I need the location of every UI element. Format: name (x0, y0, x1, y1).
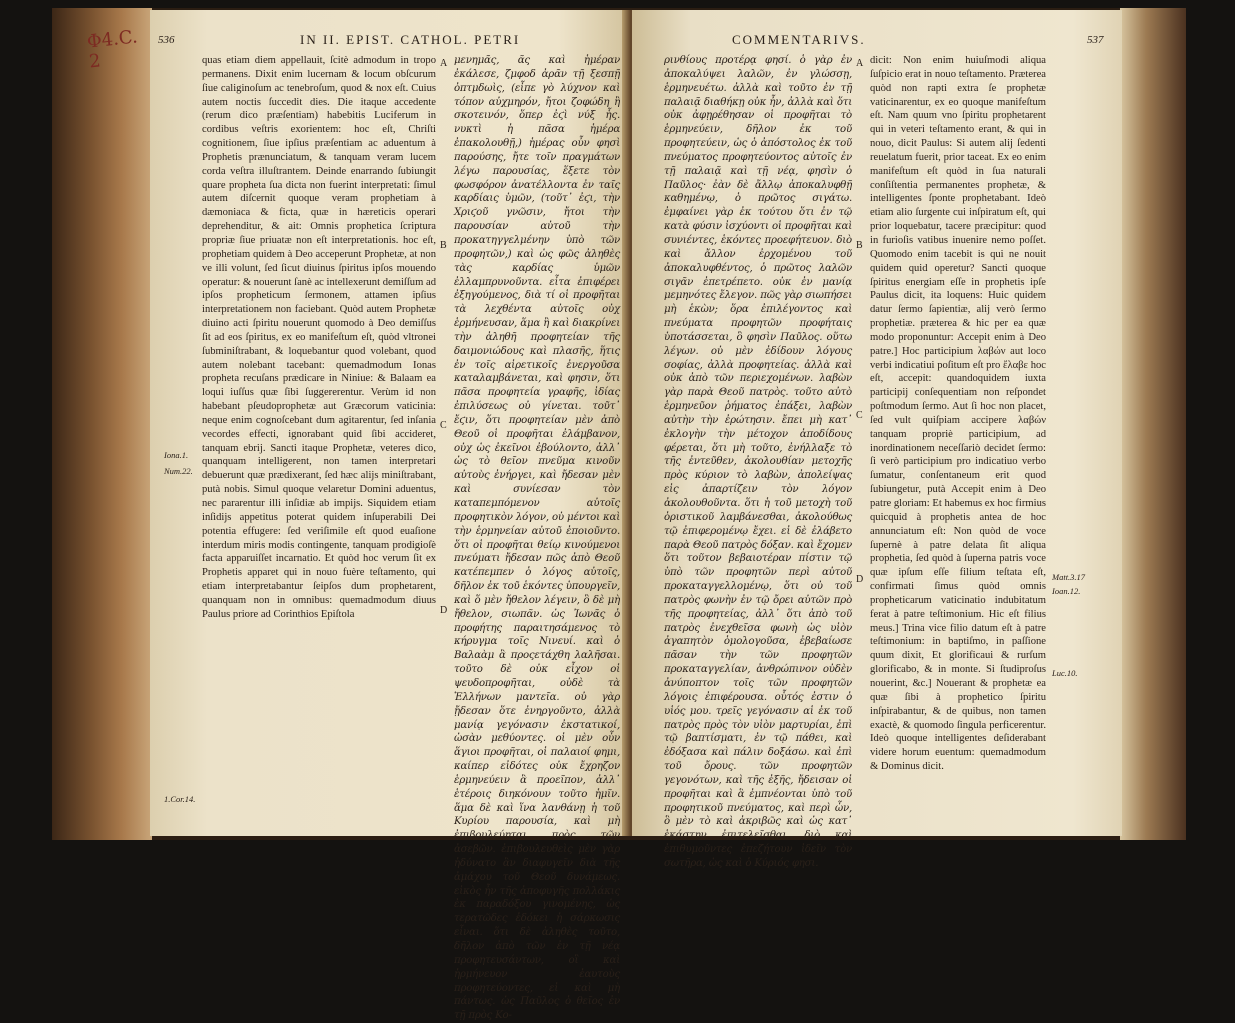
greek-text: ρινθίους προτέρᾳ φησί. ὁ γὰρ ἐν ἀποκαλύψει λαλῶν, ἐν γλώσσῃ, ἑρμηνευέτω. ἀλλὰ καὶ τοῦτο ἐν τῇ παλαιᾷ διαθήκῃ οὐκ ἦν, ἀλλὰ καὶ ὅτι οὐκ ἀφῃρέθησαν οἱ προφῆται τὸ ἑρμηνεύειν, δῆλον ἐκ τοῦ προφητεύειν, ὡς ὁ ἀπόστολος ἐκ τοῦ πνεύματος προφητεύοντος αὐτοῖς ἐν τῇ παλαιᾷ καὶ τῇ νέᾳ, φησὶν ὁ Παῦλος· ἐὰν δὲ ἄλλῳ ἀποκαλυφθῇ καθημένῳ, ὁ πρῶτος σιγάτω. ἐμφαίνει γὰρ ἐκ τούτου ὅτι ἐν τῷ κατὰ φύσιν ἰσχύοντι οἱ προφῆται καὶ συνιέντες, ἑκόντες προεφήτευον. διὸ καὶ ἄλλον ἐρχομένου τοῦ ἀποκαλυφθέντος, ὁ πρῶτος λαλῶν σιγᾶν ἐπετρέπετο. οὐκ ἐν μανίᾳ μεμηνότες ἔλεγον. πῶς γὰρ σιωπήσει μὴ ἑκὼν; ὅρα ἐπιλέγοντος καὶ πνεύματα προφητῶν προφήταις ὑποτάσσεται, ὃ φησὶν Παῦλος. οὕτω λέγων. οὐ μὲν ἐδίδουν λόγους σοφίας, ἀλλὰ προφητείας. ἀλλὰ καὶ οὐκ ἀπὸ τῶν περιεχομένων. λαβὼν γὰρ παρὰ Θεοῦ πατρὸς. τοῦτο αὐτὸ ἑρμηνεῦον ῥήματος ἐπάξει, λαβὼν αὐτὴν τὴν ἐρώτησιν. ἔπει μὴ κατ᾽ ἐκλογὴν τὴν μέτοχον ἀποδίδους φέρεται, ὅτι μὴ τοῦτο, ἐνήλλαξε τὸ τῆς ἐντεῦθεν, ἀκολουθίαν μετοχῆς πρὸς κύριον τὸ λαβὼν, ἀπολείψας εἰς ἀπαρτίζειν τὸν λόγον ἀκολουθοῦντα. ὅτι ἡ τοῦ μετοχὴ τοῦ ὁριστικοῦ λαμβάνεσθαι, ἀκολούθως τῷ ἐπιφερομένῳ ἔχει. εἰ δὲ ἐλάβετο παρὰ Θεοῦ πατρὸς δόξαν. καὶ ἔχομεν ὅτι τοῦτον βεβαιοτέραν πίστιν τῷ ὑπὸ τῶν προφητῶν περὶ αὐτοῦ προκαταγγελλομένῳ, ὅτι οὐ τοῦ πατρὸς φωνὴν ἐν τῷ ὄρει αὐτῶν πρὸ τῆς προφητείας, ἀλλ᾽ ὅτι ἀπὸ τοῦ πατρὸς ἐνεχθεῖσα φωνὴ ὡς υἱὸν ἀγαπητὸν ὁμολογοῦσα, ἐβεβαίωσε πᾶσαν τὴν τῶν προφητῶν προκαταγγελίαν, ἀνθρώπινον οὐδὲν ἀνύποπτον τοῖς τῶν προφητῶν λόγοις ἐπιφέρουσα. οὗτός ἐστιν ὁ υἱός μου. τρεῖς γεγόνασιν αἱ ἐκ τοῦ πατρὸς πρὸς τὸν υἱὸν μαρτυρίαι, ἐπὶ τῷ βαπτίσματι, ἐν τῷ πάθει, καὶ ἐδόξασα καὶ πάλιν δοξάσω. καὶ ἐπὶ τοῦ ὄρους. τῶν προφητῶν γεγονότων, καὶ τῆς ἐξῆς, ἤδεισαν οἱ προφῆται καὶ ἃ ἐμπνέονται ὑπὸ τοῦ προφητικοῦ πνεύματος, καὶ περὶ ὧν, ὃ μὲν τὸ καὶ ἀκριβῶς καὶ ὡς κατ᾽ ἑκάστην ἐπιτελεῖσθαι. διὸ καὶ ἐπιθυμοῦντες ἐπεζήτουν ἰδεῖν τὸν σωτῆρα, ὡς καὶ ὁ Κύριός φησι. (664, 55, 852, 869)
page-number: 537 (1087, 34, 1104, 46)
handwritten-annotation: Φ4.C. 2 (85, 26, 139, 73)
section-letter: D (856, 574, 864, 585)
right-page (632, 10, 1122, 869)
margin-note: Num.22. (164, 466, 193, 476)
greek-text: μενημᾶς, ᾶς καὶ ἡμέραν ἐκάλεσε, ζμφοδ ἀρᾶν τῇ ξεσπῇ ὀπτμδωὶς, (εἶπε γὸ λύχνον καὶ τόπον αὐχμηρόν, ἤτοι ζοφώδη ἢ σκοτεινόν, ὅπερ ἐϛὶ νύξ ἧς. νυκτὶ ἡ πᾶσα ἡμέρα ἐπακολουθῇ,) ἡμέρας οὖν φησὶ παρούσης, ἤτε τοῖν πραγμάτων λέγω παρουσίας, ἕξετε τὸν φωσφόρον ἀνατέλλοντα ἐν ταῖς καρδίαις ὑμῶν, (τοῦτ᾽ ἐϛι, τὴν Χριϛοῦ γνῶσιν, ἤτοι τὴν παρουσίαν αὐτοῦ τὴν προκατηγγελμένην ὑπὸ τῶν προφητῶν,) καὶ ὡς φῶς ἀληθὲς τὰς καρδίας ὑμῶν ἐλλαμπρυνοῦντα. εἶτα ἐπιφέρει ἐξηγούμενος, διὰ τί οἱ προφῆται τὰ λεχθέντα αὐτοῖς οὐχ ἑρμήνευσαν, ἅμα ἢ καὶ διακρίνει τὴν ἀληθῆ προφητείαν τῆς δαιμονιώδους καὶ πλασῆς, ἥτις ἐν τοῖς αἱρετικοῖς ἐνεργοῦσα καταλαμβάνεται, καὶ φησιν, ὅτι πᾶσα προφητεία γραφῆς, ἰδίας ἐπιλύσεως οὐ γίνεται. τοῦτ᾽ ἔϛιν, ὅτι προφητείαν μὲν ἀπὸ Θεοῦ οἱ προφῆται ἐλάμβανον, οὐχ ὡς ἐκεῖνοι ἐβούλοντο, ἀλλ᾽ ὡς τὸ θεῖον πνεῦμα κινοῦν αὐτοὺς ἐνήργει, καὶ ἤδεσαν μὲν καὶ συνίεσαν τὸν καταπεμπόμενον αὐτοῖς προφητικὸν λόγον, οὐ μέντοι καὶ τὴν ἑρμηνείαν αὐτοῦ ἐποιοῦντο. ὅτι οἱ προφῆται θείῳ κινούμενοι πνεύματι ἤδεσαν πῶς ἀπὸ Θεοῦ κατέπεμπεν ὁ λόγος αὐτοῖς, δῆλον ἐκ τοῦ ἑκόντες ὑπουργεῖν, καὶ ὅ μὲν ἤθελον λέγειν, ὃ δὲ μὴ ἤθελον, σιωπᾶν. ὡς Ἰωνᾶς ὁ προφήτης παραιτησάμενος τὸ κήρυγμα τοῖς Νινευί. καὶ ὁ Βαλαὰμ ἃ προςετάχθη λαλῆσαι. τοῦτο δὲ οὐκ εἶχον οἱ ψευδοπροφῆται, οὐδὲ τὰ Ἑλλήνων μαντεῖα. οὐ γὰρ ᾔδεσαν ὅτε ἐνηργοῦντο, ἀλλὰ μανίᾳ γεγόνασιν ἐκστατικοί, ὡσὰν μεθύοντες. οἱ μὲν οὖν ἅγιοι προφῆται, οἱ παλαιοί φημι, καίπερ εἰδότες οὐκ ἔχρηζον ἑρμηνεύειν ἃ προεῖπον, ἀλλ᾽ ἑτέροις διηκόνουν τοῦτο ἡμῖν. ἅμα δὲ καὶ ἵνα λανθάνῃ ἡ τοῦ Κυρίου παρουσία, καὶ μὴ ἐπιβουλεύηται πρὸς τῶν ἀσεβῶν. ἐπιβουλευθεὶς μὲν γὰρ ἠδύνατο ἂν διαφυγεῖν διὰ τῆς ἀμάχου τοῦ Θεοῦ δυνάμεως. εἰκὸς ἦν τῆς ἀποφυγῆς πολλάκις ἐκ παραδόξου γινομένης, ὡς τερατῶδες ἐδόκει ἡ σάρκωσις εἶναι. ὅτι δὲ ἀληθὲς τοῦτο, δῆλον ἀπὸ τῶν ἐν τῇ νέᾳ προφητευσάντων, οἳ καὶ ἡρμήνευον ἑαυτοὺς προφητεύοντες, εἰ καὶ μὴ πάντως. ὡς Παῦλος ὁ θεῖος ἐν τῇ πρὸς Κο- (454, 55, 620, 1022)
latin-column (202, 54, 436, 622)
section-letter: C (440, 420, 447, 431)
section-letter: D (440, 605, 448, 616)
margin-note: Luc.10. (1052, 668, 1078, 678)
latin-text: dicit: Non enim huiuſmodi aliqua ſuſpicio erat in nouo teſtamento. Præterea quòd non rapti extra ſe prophetæ vaticinarentur, ex eo quoque manifeſtum eſt. Nam quum vno ſpiritu prophetarent qui in veteri teſtamento erant, & qui in nouo, dicit Paulus: Si autem alij ſedenti reuelatum fuerit, prior taceat. Ex eo enim manifeſtum eſt quòd in ſua naturali conſiſtentia permanentes prophetæ, & intelligentes ſponte prophetabant. Ideò etiam alio ſurgente cui inſpiratum eſt, qui prior loquebatur, tacere præcipitur: quod in furioſis vatibus inuenire nemo poſſet. Quomodo enim tacebit is qui ne nouit quidem quid operetur? Sancti quoque ſpiritus energiam eſſe in prophetis ipſe Paulus dicit, ita loquens: Huic quidem datur ſermo ſapientiæ, alij verò ſermo prophetiæ. præterea & hic per ea quæ modo proponuntur: Accepit enim à Deo patre.] Hoc participium λαβών aut loco verbi indicatiui poſitum eſt pro ἔλαβε hoc eſt, accepit: quandoquidem iuxta participij conſequentiam non reſpondet poſtmodum ſermo. Aut ſi hoc non placet, ſed vult quiſpiam accipere λαβών tanquam propriè participium, ad inordinationem neceſſariò decidet ſermo: ſi verò participium pro indicatiuo verbo ſumatur, conſentaneum erit quod ſubiungetur, putà Accepit enim à Deo patre gloriam: Et habemus ex hoc firmius quicquid à prophetis antea de hoc annunciatum eſt: Non quòd de voce ſupernè à patre delata ſit aliqua prophetia, ſed quòd à ſuperna patris voce quæ ipſum eſſe filium teſtata eſt, confirmati ſimus quòd omnis propheticarum vaticinatio indubitatum ferat à patre teſtimonium. Hic eſt filius meus.] Trina vice filio datum eſt à patre teſtimonium: in baptiſmo, in paſſione quum dixit, Et glorificaui & rurſum glorificabo, & in monte. Si ſtudiproſus nouerint, &c.] Nouerant & prophetæ ea quæ ſibi à prophetico ſpiritu inſpirabantur, & de quibus, non tamen exactè, & quomodo ſingula perficerentur. Ideò quoque intelligentes deſiderabant videre horum euentum: quemadmodum & Dominus dicit. (870, 55, 1046, 773)
section-letter: A (440, 58, 448, 69)
greek-column (664, 54, 852, 871)
page-number: 536 (158, 34, 175, 46)
margin-note: 1.Cor.14. (164, 794, 196, 804)
running-head: COMMENTARIVS. (732, 32, 866, 47)
section-letter: A (856, 58, 864, 69)
greek-column (454, 54, 620, 1023)
right-page-edge (1120, 8, 1186, 840)
section-letter: B (856, 240, 863, 251)
left-page-edge (52, 8, 152, 840)
section-letter: C (856, 410, 863, 421)
margin-note: Iona.1. (164, 450, 189, 460)
running-head: IN II. EPIST. CATHOL. PETRI (300, 32, 521, 47)
latin-column (870, 54, 1046, 774)
latin-text: quas etiam diem appellauit, ſcitè admodum in tropo permanens. Dixit enim lucernam & locum obſcurum ſiue caliginoſum ac tenebroſum, quod & nox eſt. Cuius autem noctis ſuccedit dies. Die itaque accedente (rerum dico præſentiam) habebitis Luciferum in cordibus veſtris exorientem: hoc eſt, Chriſti cognitionem, ſiue ipſius præſentiam ac aduentum à Prophetis prænunciatum, & tanquam veram lucem corda veſtra illuſtrantem. Deinde enarrando ſubiungit quare propheta ſua dicta non fuerint interpretati: ſimul autem diſcernit quoque veram prophetiam à dæmoniaca & ficta, quæ in hæreticis operari deprehenditur, & ait: Omnis prophetica ſcriptura propriæ ſiue priuatæ non eſt interpretationis. hoc eſt, prophetiam quidem à Deo acceperunt Prophetæ, at non ve illi volunt, ſed ſicut diuinus ſpiritus ipſos mouendo operatur: & nouerunt ſanè ac intellexerunt demiſſum ad ipſos propheticum ſermonem, attamen ipſius interpretationem non faciebant. Quòd autem Prophetæ diuino acti ſpiritu nouerunt quomodo à Deo demiſſus ſit ad eos ſpiritus, ex eo manifeſtum eſt, quòd vltronei ſubminiſtrabant, & loquebantur quod volebant, quod autem nolebant tacebant: quemadmodum Ionas propheta recuſans prædicare in Niniue: & Balaam ea loqui iuſſus quæ ſibi ſuggererentur. Verùm id non habebant pſeudoprophetæ aut Græcorum vaticinia: neque enim cognoſcebant dum agitarentur, ſed inſania vecordes effecti, ignorabant quid ſibi accideret, tanquam ebrij. Sancti itaque Prophetæ, veteres dico, quanquam intelligerent, non tamen interpretari debuerunt quæ prædixerant, ſed hæc alijs miniſtrabant, putà nobis. Simul quoque velaretur Domini aduentus, nec pararentur illi inſidiæ ab impijs. Siquidem etiam inſidijs appetitus poterat quidem inſuperabili Dei potentia effugere: ſed veriſimile eſt quod euaſione interdum miris modis contingente, tanquam prodigioſè facta apparuiſſet incarnatio. Et quòd hoc verum ſit ex Prophetis apparet qui in nouo fuère teſtamento, qui etiam interpretabantur ſeipſos dum prophetarent, quanquam non in omnibus: quemadmodum diuus Paulus priore ad Corinthios Epiſtola (202, 55, 436, 620)
left-page (150, 10, 630, 1022)
margin-note: Ioan.12. (1052, 586, 1081, 596)
section-letter: B (440, 240, 447, 251)
margin-note: Matt.3.17 (1052, 572, 1086, 582)
